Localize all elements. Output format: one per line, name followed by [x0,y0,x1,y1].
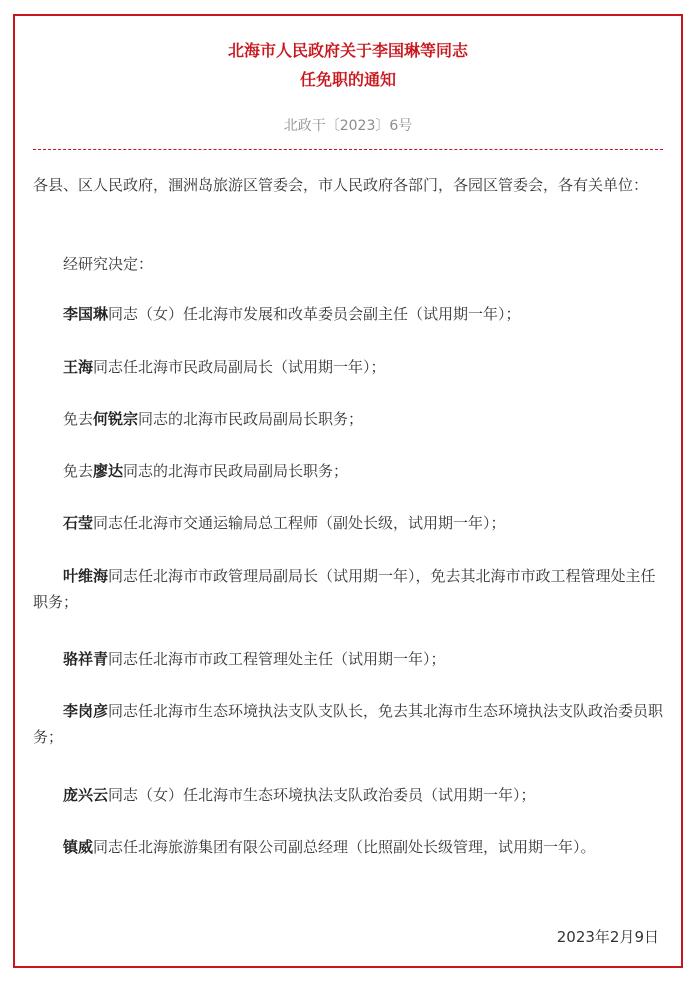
appointment-item [33,354,665,380]
recipients-paragraph: 各县、区人民政府，涠洲岛旅游区管委会，市人民政府各部门，各园区管委会，各有关单位： [33,176,649,194]
person-name: 庞兴云 [63,786,109,804]
person-name: 李岗彦 [63,702,109,720]
document-title-line1: 北海市人民政府关于李国琳等同志 [227,41,468,60]
person-name: 石莹 [63,514,94,532]
document-title-line2: 任免职的通知 [299,70,396,89]
removal-item [33,406,665,432]
person-name: 廖达 [93,462,124,480]
appointment-item [33,563,665,615]
decision-intro: 经研究决定： [63,255,154,273]
person-name: 何锐宗 [93,410,139,428]
item-text: 同志任北海市市政管理局副局长（试用期一年），免去其北海市市政工程管理处主任职务； [33,567,656,611]
item-text: 同志任北海市市政工程管理处主任（试用期一年）； [108,650,446,668]
item-text: 同志任北海旅游集团有限公司副总经理（比照副处长级管理，试用期一年）。 [93,838,596,856]
document-border [13,14,683,968]
item-text: 同志（女）任北海市发展和改革委员会副主任（试用期一年）； [108,305,521,323]
appointment-item [33,510,665,536]
item-text: 同志的北海市民政局副局长职务； [138,410,364,428]
person-name: 骆祥青 [63,650,109,668]
person-name: 叶维海 [63,567,109,585]
document-date: 2023年2月9日 [556,928,659,946]
appointment-item [33,646,665,672]
item-text: 同志（女）任北海市生态环境执法支队政治委员（试用期一年）； [108,786,536,804]
removal-item [33,458,665,484]
appointment-item [33,782,665,808]
appointment-item [33,301,665,327]
appointment-item [33,698,665,750]
person-name: 王海 [63,358,94,376]
item-prefix: 免去 [63,462,94,480]
person-name: 镇威 [63,838,94,856]
appointment-item [33,834,665,860]
document-number: 北政干〔2023〕6号 [283,118,413,134]
dashed-divider [33,149,663,150]
person-name: 李国琳 [63,305,109,323]
item-text: 同志任北海市民政局副局长（试用期一年）； [93,358,386,376]
item-text: 同志任北海市交通运输局总工程师（副处长级，试用期一年）； [93,514,506,532]
item-text: 同志的北海市民政局副局长职务； [123,462,349,480]
item-prefix: 免去 [63,410,94,428]
item-text: 同志任北海市生态环境执法支队支队长，免去其北海市生态环境执法支队政治委员职务； [33,702,664,746]
